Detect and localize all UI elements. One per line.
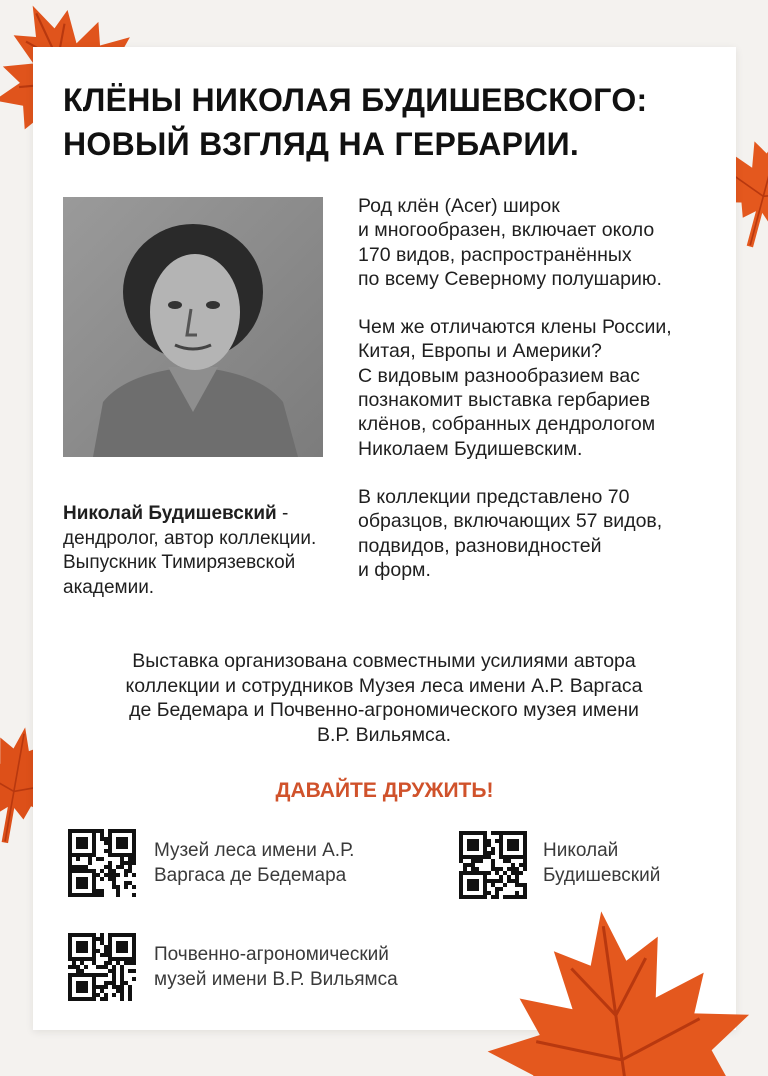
title-line-2: НОВЫЙ ВЗГЛЯД НА ГЕРБАРИИ.	[63, 126, 580, 162]
portrait-image	[63, 197, 323, 457]
description-column	[358, 194, 728, 606]
qr-code-icon[interactable]	[68, 829, 136, 897]
paragraph-collection: В коллекции представлено 70 образцов, включающих 57 видов, подвидов, разновидностей и форм.	[358, 485, 663, 581]
qr-link-author[interactable]	[459, 831, 660, 895]
author-description: - дендролог, автор коллекции. Выпускник Тимирязевской академии.	[63, 503, 317, 598]
page-title	[63, 78, 703, 166]
paragraph-intro: Род клён (Acer) широк и многообразен, включает около 170 видов, распространённых по всему Северному полушарию.	[358, 195, 662, 290]
organizers-note: Выставка организована совместными усилиями автора коллекции и сотрудников Музея леса имени А.Р. Варгаса де Бедемара и Почвенно-агрономического музея имени В.Р. Вильямса.	[125, 650, 643, 746]
author-name: Николай Будишевский	[63, 503, 277, 524]
qr-code-icon[interactable]	[68, 933, 136, 1001]
qr-label-author: Николай Будишевский	[543, 840, 661, 886]
author-photo	[63, 197, 323, 457]
qr-link-soil-museum[interactable]	[68, 933, 398, 1001]
paragraph-question: Чем же отличаются клены России, Китая, Европы и Америки? С видовым разнообразием вас познакомит выставка гербариев клёнов, собранных дендрологом Николаем Будишевским.	[358, 316, 672, 460]
maple-leaf-bottom-right-icon	[470, 895, 768, 1076]
qr-label-forest-museum: Музей леса имени А.Р. Варгаса де Бедемара	[154, 840, 355, 886]
title-line-1: КЛЁНЫ НИКОЛАЯ БУДИШЕВСКОГО:	[63, 82, 648, 118]
author-bio	[63, 502, 338, 600]
qr-code-icon[interactable]	[459, 831, 523, 895]
qr-link-forest-museum[interactable]	[68, 829, 354, 897]
qr-label-soil-museum: Почвенно-агрономический музей имени В.Р. Вильямса	[154, 944, 398, 990]
friends-heading: ДАВАЙТЕ ДРУЖИТЬ!	[275, 779, 494, 802]
